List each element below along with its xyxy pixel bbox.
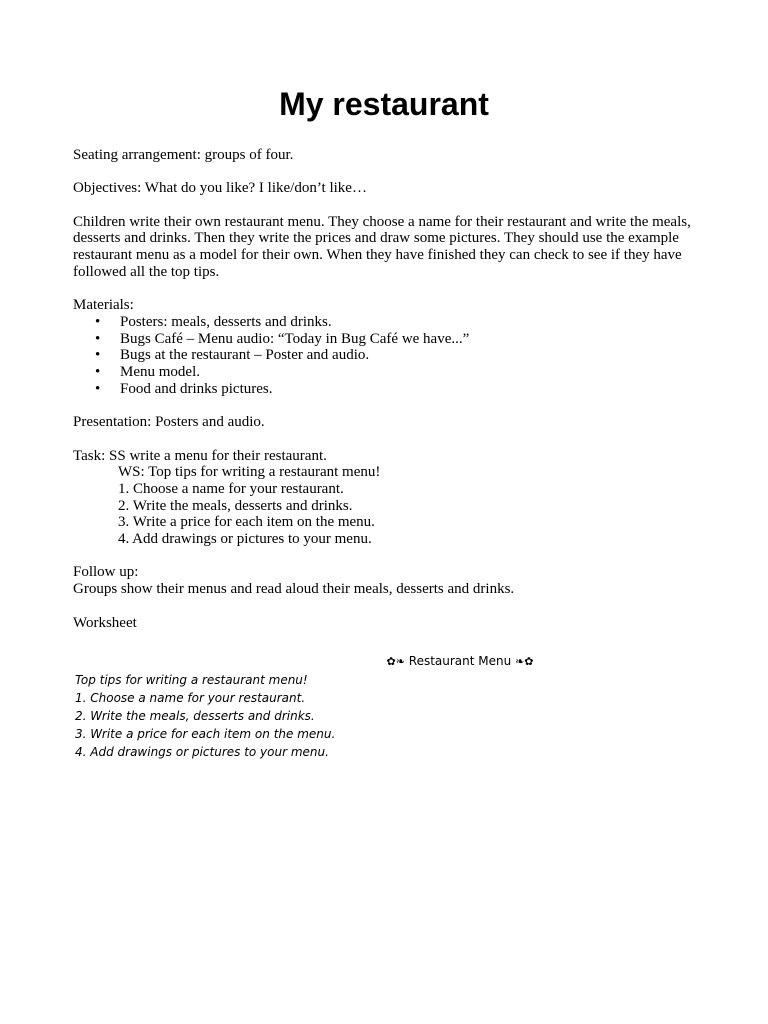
list-item-text: Food and drinks pictures. [120, 380, 273, 397]
document-body [73, 147, 698, 648]
materials-heading: Materials: [73, 297, 134, 314]
list-item [73, 347, 698, 364]
task-section [73, 448, 698, 548]
list-item [73, 381, 698, 398]
worksheet-tip: 2. Write the meals, desserts and drinks. [75, 709, 315, 723]
worksheet-tip: 1. Choose a name for your restaurant. [75, 691, 306, 705]
flower-icon: ✿❧ [386, 655, 405, 668]
materials-list [73, 314, 698, 398]
presentation-text: Presentation: Posters and audio. [73, 414, 265, 431]
bullet-icon: • [95, 330, 101, 347]
worksheet-label: Worksheet [73, 614, 137, 631]
worksheet-tip: 4. Add drawings or pictures to your menu. [75, 745, 329, 759]
bullet-icon: • [95, 347, 101, 364]
task-step: 2. Write the meals, desserts and drinks. [118, 497, 353, 514]
list-item [73, 314, 698, 331]
page-title: My restaurant [279, 86, 489, 122]
worksheet-title [75, 652, 695, 671]
bullet-icon: • [95, 313, 101, 330]
description-text: Children write their own restaurant menu. They choose a name for their restaurant and write the meals, desserts and drinks. Then they write the prices and draw some pictures. They should use the example restaurant menu as a model for their own. When they have finished they can check to see if they have followed all the top tips. [73, 213, 691, 280]
bullet-icon: • [95, 364, 101, 381]
list-item-text: Posters: meals, desserts and drinks. [120, 313, 332, 330]
seating-text: Seating arrangement: groups of four. [73, 147, 294, 163]
follow-up-text: Groups show their menus and read aloud their meals, desserts and drinks. [73, 581, 515, 598]
list-item [73, 331, 698, 348]
bullet-icon: • [95, 380, 101, 397]
task-step: 3. Write a price for each item on the menu. [118, 514, 375, 531]
task-worksheet-line: WS: Top tips for writing a restaurant menu! [118, 464, 381, 481]
task-line: Task: SS write a menu for their restaurant. [73, 447, 327, 464]
worksheet-tip: 3. Write a price for each item on the menu. [75, 727, 336, 741]
objectives-text: Objectives: What do you like? I like/don’t like… [73, 180, 367, 197]
follow-up-heading: Follow up: [73, 564, 139, 581]
worksheet-section [75, 652, 695, 761]
worksheet-title-text: Restaurant Menu [408, 654, 512, 668]
worksheet-tips-heading: Top tips for writing a restaurant menu! [75, 673, 308, 687]
list-item-text: Bugs Café – Menu audio: “Today in Bug Café we have...” [120, 330, 470, 347]
flower-icon: ❧✿ [515, 655, 534, 668]
list-item-text: Menu model. [120, 364, 200, 381]
list-item-text: Bugs at the restaurant – Poster and audio. [120, 347, 370, 364]
task-step: 1. Choose a name for your restaurant. [118, 480, 344, 497]
list-item [73, 364, 698, 381]
task-step: 4. Add drawings or pictures to your menu. [118, 531, 372, 548]
